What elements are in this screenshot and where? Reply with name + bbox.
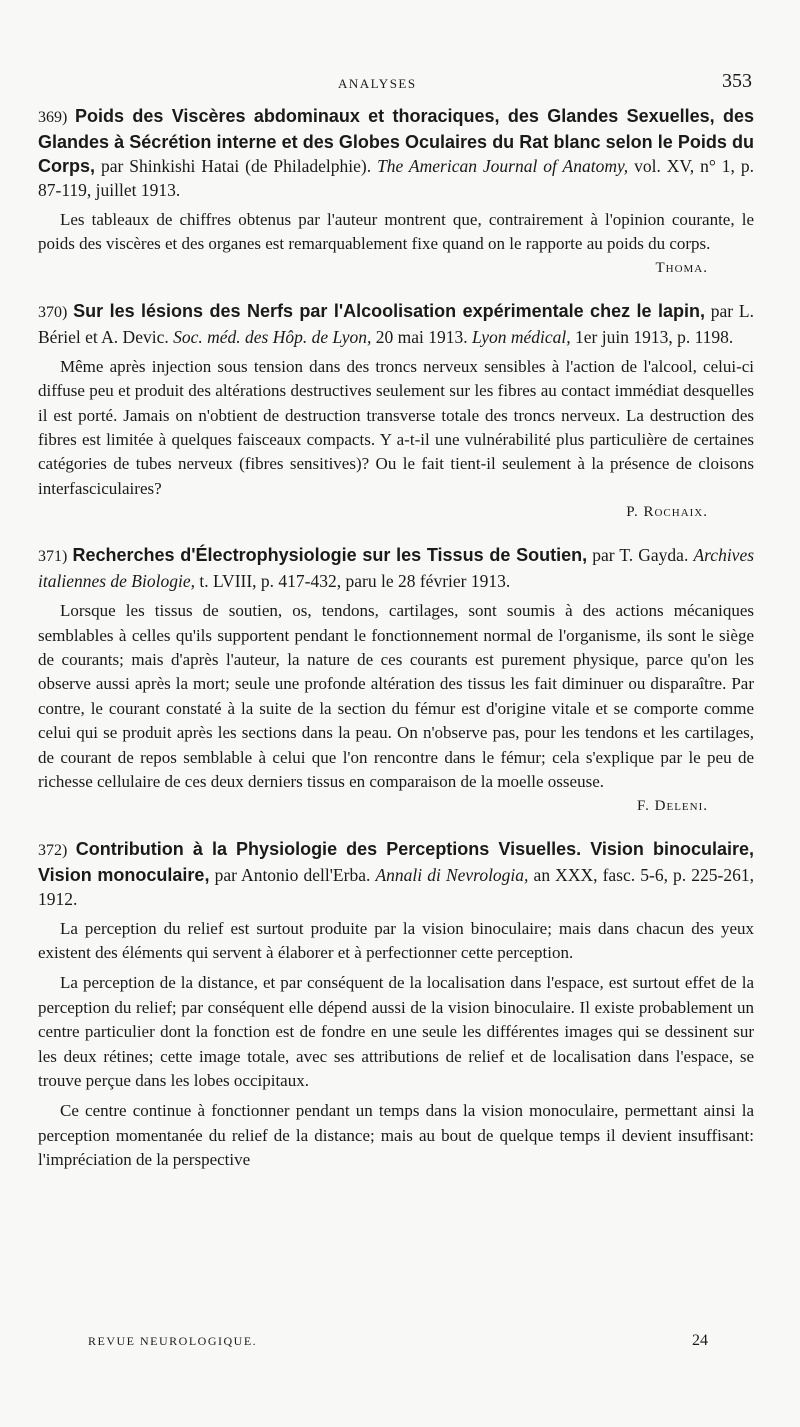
abstract-paragraph: Les tableaux de chiffres obtenus par l'auteur montrent que, contrairement à l'opinion courante, le poids des viscères et des organes est remarquablement fixe quand on le rapporte au poids du corps.	[38, 210, 754, 254]
reviewer-signature: F. Deleni.	[637, 797, 708, 814]
abstract-number: 371)	[38, 548, 68, 566]
citation-authors: par Shinkishi Hatai (de Philadelphie).	[95, 156, 378, 176]
abstract-paragraph: La perception du relief est surtout produite par la vision binoculaire; mais dans chacun des yeux existent des éléments qui servent à élaborer et à perfectionner cette perception.	[38, 918, 754, 962]
abstract-heading	[38, 837, 754, 911]
abstract-369	[38, 104, 754, 279]
abstract-paragraph: Même après injection sous tension dans des troncs nerveux sensibles à l'action de l'alcool, celui-ci diffuse peu et produit des altérations destructives seulement sur les fibres au contact immédiat desquelles il est porté. Jamais on n'obtient de destruction transverse totale des troncs nerveux. La destruction des fibres est limitée à quelques faisceaux compacts. Y a-t-il une vulnérabilité plus particulière de certaines catégories de tubes nerveux (fibres sensitives)? Ou le fait tient-il seulement à la présence de cloisons interfasciculaires?	[38, 356, 754, 498]
abstract-number: 369)	[38, 109, 68, 126]
signature-mark: 24	[692, 1332, 708, 1349]
abstract-number: 370)	[38, 303, 68, 321]
abstract-paragraph: La perception de la distance, et par conséquent de la localisation dans l'espace, est surtout effet de la perception du relief; par conséquent elle dépend aussi de la vision binoculaire. Il existe probablement un centre particulier dont la fonction est de fondre en une seule les différentes images qui se dessinent sur les deux rétines; cette image totale, avec ses attributions de relief et de localisation dans l'espace, se trouve perçue dans les lobes occipitaux.	[38, 973, 754, 1090]
citation-details: 20 mai 1913.	[371, 326, 472, 347]
reviewer-signature: Thoma.	[655, 259, 708, 276]
footer-journal-title: REVUE NEUROLOGIQUE.	[88, 1334, 258, 1348]
article-body	[38, 104, 754, 1193]
abstract-paragraph: Ce centre continue à fonctionner pendant un temps dans la vision monoculaire, permettant ainsi la perception momentanée du relief de la distance; mais au bout de quelque temps il devient insuffisant: l'impréciation de la perspective	[38, 1101, 754, 1170]
reviewer-signature: P. Rochaix.	[626, 504, 708, 521]
citation-authors: par T. Gayda.	[587, 545, 694, 566]
page-number: 353	[722, 70, 752, 92]
citation-journal: Annali di Nevrologia,	[375, 864, 529, 885]
abstract-title: Sur les lésions des Nerfs par l'Alcoolisation expérimentale chez le lapin,	[73, 300, 705, 321]
citation-authors: par Antonio dell'Erba.	[209, 864, 376, 885]
citation-details: vol. XV, n° 1, p. 87-119, juillet 1913.	[38, 156, 754, 200]
abstract-heading	[38, 104, 754, 202]
citation-details: an XXX, fasc. 5-6, p. 225-261, 1912.	[38, 864, 754, 909]
abstract-370	[38, 299, 754, 523]
abstract-372	[38, 837, 754, 1173]
citation-journal: The American Journal of Anatomy,	[377, 156, 629, 176]
page-footer	[88, 1332, 708, 1354]
citation-journal: Soc. méd. des Hôp. de Lyon,	[173, 326, 372, 347]
abstract-title: Poids des Viscères abdominaux et thoraciques, des Glandes Sexuelles, des Glandes à Sécrétion interne et des Globes Oculaires du Rat blanc selon le Poids du Corps,	[38, 106, 755, 176]
citation-details-2: 1er juin 1913, p. 1198.	[570, 326, 734, 347]
abstract-title: Recherches d'Électrophysiologie sur les Tissus de Soutien,	[72, 545, 588, 566]
abstract-heading	[38, 299, 754, 349]
abstract-paragraph: Lorsque les tissus de soutien, os, tendons, cartilages, sont soumis à des actions mécaniques semblables à celles qu'ils supportent pendant le fonctionnement normal de l'organisme, ils sont le siège de courants; mais d'après l'auteur, la nature de ces courants est purement physique, parce qu'on les observe aussi après la mort; seule une profonde altération des tissus les fait diminuer ou disparaître. Par contre, le courant constaté à la suite de la section du fémur est d'origine vitale et se comporte comme celui qui se produit après les sections dans la peau. On n'observe pas, pour les tendons et les cartilages, de courant de repos semblable à celui que l'on rencontre dans le fémur; cela s'explique par le peu de richesse cellulaire de ces deux derniers tissus en comparaison de la moelle osseuse.	[38, 601, 754, 792]
abstract-title: Contribution à la Physiologie des Perceptions Visuelles. Vision binoculaire, Vision monoculaire,	[38, 838, 755, 885]
running-header	[0, 70, 800, 100]
abstract-371	[38, 543, 754, 816]
abstract-heading	[38, 543, 754, 593]
abstract-number: 372)	[38, 841, 68, 859]
citation-journal-2: Lyon médical,	[472, 326, 571, 347]
citation-details: t. LVIII, p. 417-432, paru le 28 février 1913.	[194, 571, 511, 592]
running-title: ANALYSES	[338, 76, 417, 91]
citation-authors: par L. Bériel et A. Devic.	[38, 300, 754, 347]
citation-journal: Archives italiennes de Biologie,	[38, 545, 755, 592]
